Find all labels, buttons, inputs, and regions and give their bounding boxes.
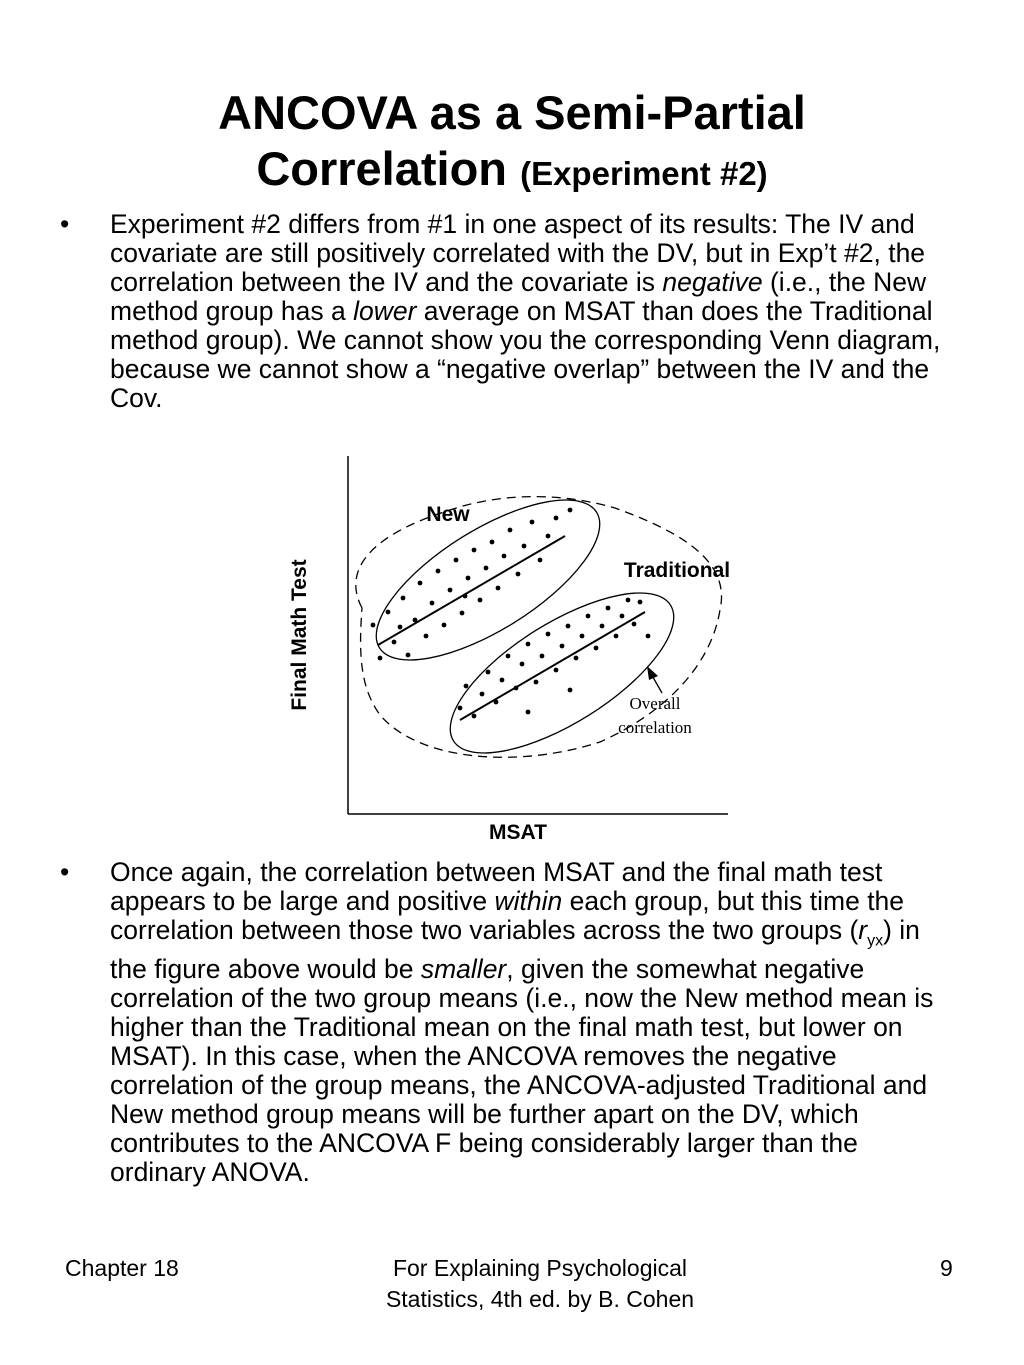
bullet-2-part-1: Once again, the correlation between MSAT and the final math test appears to be large and positive	[110, 857, 883, 916]
title-line-1: ANCOVA as a Semi-Partial	[218, 86, 806, 139]
bullet-1-italic-lower: lower	[353, 296, 417, 326]
bullet-1-part-3: average on MSAT than does the Traditional method group). We cannot show you the corresponding Venn diagram, because we cannot show a “negative overlap” between the IV and the Cov.	[110, 296, 941, 413]
bullet-2-part-3: ) in the figure above would be	[110, 915, 920, 985]
bullet-2-part-2: each group, but this time the correlation between those two variables across the two groups (	[110, 886, 905, 945]
traditional-regression-line	[460, 612, 645, 720]
traditional-group-label: Traditional	[623, 559, 731, 582]
bullet-1-part-1: Experiment #2 differs from #1 in one aspect of its results: The IV and covariate are still positively correlated with the DV, but in Exp’t #2, the correlation between the IV and the covariate is	[110, 209, 926, 297]
bullet-2-symbol-r: r	[858, 915, 868, 945]
bullet-1-part-2: (i.e., the New method group has a	[110, 267, 927, 326]
scatter-figure	[270, 450, 770, 850]
new-group-label: New	[426, 503, 470, 526]
new-regression-line	[378, 536, 565, 645]
y-axis-label: Final Math Test	[288, 559, 311, 711]
title-main: Correlation	[256, 142, 508, 195]
annotation-correlation: correlation	[618, 718, 692, 737]
footer-book-line-2: Statistics, 4th ed. by B. Cohen	[385, 1286, 695, 1312]
bullet-1-text	[110, 210, 960, 413]
title-subtitle: (Experiment #2)	[520, 155, 768, 192]
title-line-2	[0, 141, 1024, 202]
x-axis-label: MSAT	[489, 821, 547, 844]
bullet-2-part-4: , given the somewhat negative correlation of the two group means (i.e., now the New method mean is higher than the Traditional mean on the final math test, but lower on MSAT). In this case, when the ANCOVA removes the negative correlation of the group means, the ANCOVA-adjusted Traditional and New method group means will be further apart on the DV, which contributes to the ANCOVA F being considerably larger than the ordinary ANOVA.	[110, 954, 934, 1188]
bullet-marker: •	[60, 209, 70, 239]
bullet-2-italic-smaller: smaller	[420, 954, 507, 985]
bullet-1-italic-negative: negative	[662, 267, 763, 297]
annotation-arrow-head	[647, 666, 658, 680]
bullet-2-subscript-yx: yx	[867, 932, 884, 950]
bullet-marker: •	[60, 857, 70, 887]
traditional-group-ellipse	[427, 563, 697, 783]
scatter-diagram	[270, 450, 770, 850]
footer-chapter: Chapter 18	[65, 1255, 179, 1281]
bullet-1	[60, 210, 960, 413]
annotation-overall: Overall	[629, 694, 681, 713]
footer-book-line-1: For Explaining Psychological	[392, 1255, 688, 1281]
traditional-group-points	[458, 598, 651, 719]
bullet-2-text	[110, 858, 960, 1187]
bullet-2	[60, 858, 960, 1187]
bullet-2-italic-within: within	[494, 886, 563, 916]
footer-book-title	[330, 1253, 750, 1315]
slide-title	[0, 85, 1024, 202]
footer-page-number: 9	[940, 1255, 953, 1281]
